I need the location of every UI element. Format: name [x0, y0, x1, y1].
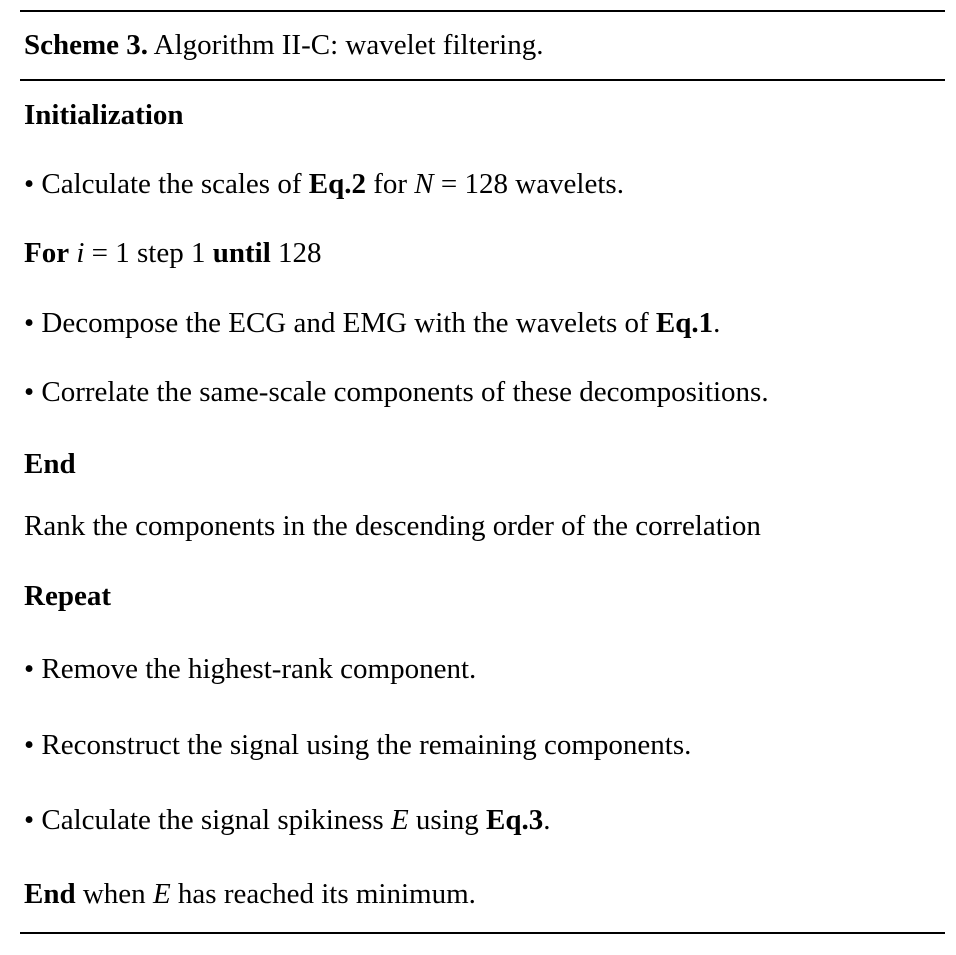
italic-symbol: E	[152, 878, 171, 910]
text-run: Rank the components in the descending order of the correlation	[24, 510, 761, 542]
text-run: • Decompose the ECG and EMG with the wavelets of	[24, 307, 656, 339]
bold-text: Eq.1	[655, 307, 714, 339]
repeat-heading	[24, 578, 111, 614]
step-spikiness	[24, 802, 551, 838]
step-correlate	[24, 374, 769, 410]
text-run: = 128 wavelets.	[433, 168, 624, 200]
scheme-caption	[24, 27, 543, 63]
step-reconstruct	[24, 727, 691, 763]
italic-symbol: i	[76, 237, 85, 269]
for-loop-header	[24, 235, 322, 271]
text-run: has reached its minimum.	[170, 878, 476, 910]
header-rule	[20, 79, 945, 81]
text-run: using	[408, 804, 487, 836]
end-loop	[24, 446, 76, 482]
bold-text: until	[212, 237, 271, 269]
text-run: • Reconstruct the signal using the remaining components.	[24, 729, 692, 761]
step-decompose	[24, 305, 720, 341]
text-run: = 1 step 1	[84, 237, 213, 269]
italic-symbol: E	[390, 804, 409, 836]
step-remove	[24, 651, 476, 687]
text-run: when	[75, 878, 153, 910]
bold-text: End	[24, 878, 76, 910]
scheme-label: Scheme 3.	[24, 29, 149, 61]
end-condition	[24, 876, 476, 912]
text-run: • Correlate the same-scale components of these decompositions.	[24, 376, 769, 408]
italic-symbol: N	[414, 168, 434, 200]
text-run: 128	[270, 237, 322, 269]
bold-text: For	[24, 237, 70, 269]
text-run: .	[713, 307, 721, 339]
scheme-title: Algorithm II-C: wavelet filtering.	[148, 29, 544, 61]
text-run: for	[365, 168, 415, 200]
bold-text: Initialization	[24, 99, 184, 131]
top-rule	[20, 10, 945, 12]
bold-text: Eq.3	[486, 804, 544, 836]
init-heading	[24, 97, 184, 133]
bottom-rule	[20, 932, 945, 934]
text-run: .	[543, 804, 551, 836]
step-calc-scales	[24, 166, 624, 202]
bold-text: Eq.2	[308, 168, 366, 200]
text-run: • Calculate the scales of	[24, 168, 309, 200]
text-run: • Calculate the signal spikiness	[24, 804, 391, 836]
bold-text: End	[24, 448, 76, 480]
rank-statement	[24, 508, 761, 544]
bold-text: Repeat	[24, 580, 111, 612]
text-run: • Remove the highest-rank component.	[24, 653, 477, 685]
